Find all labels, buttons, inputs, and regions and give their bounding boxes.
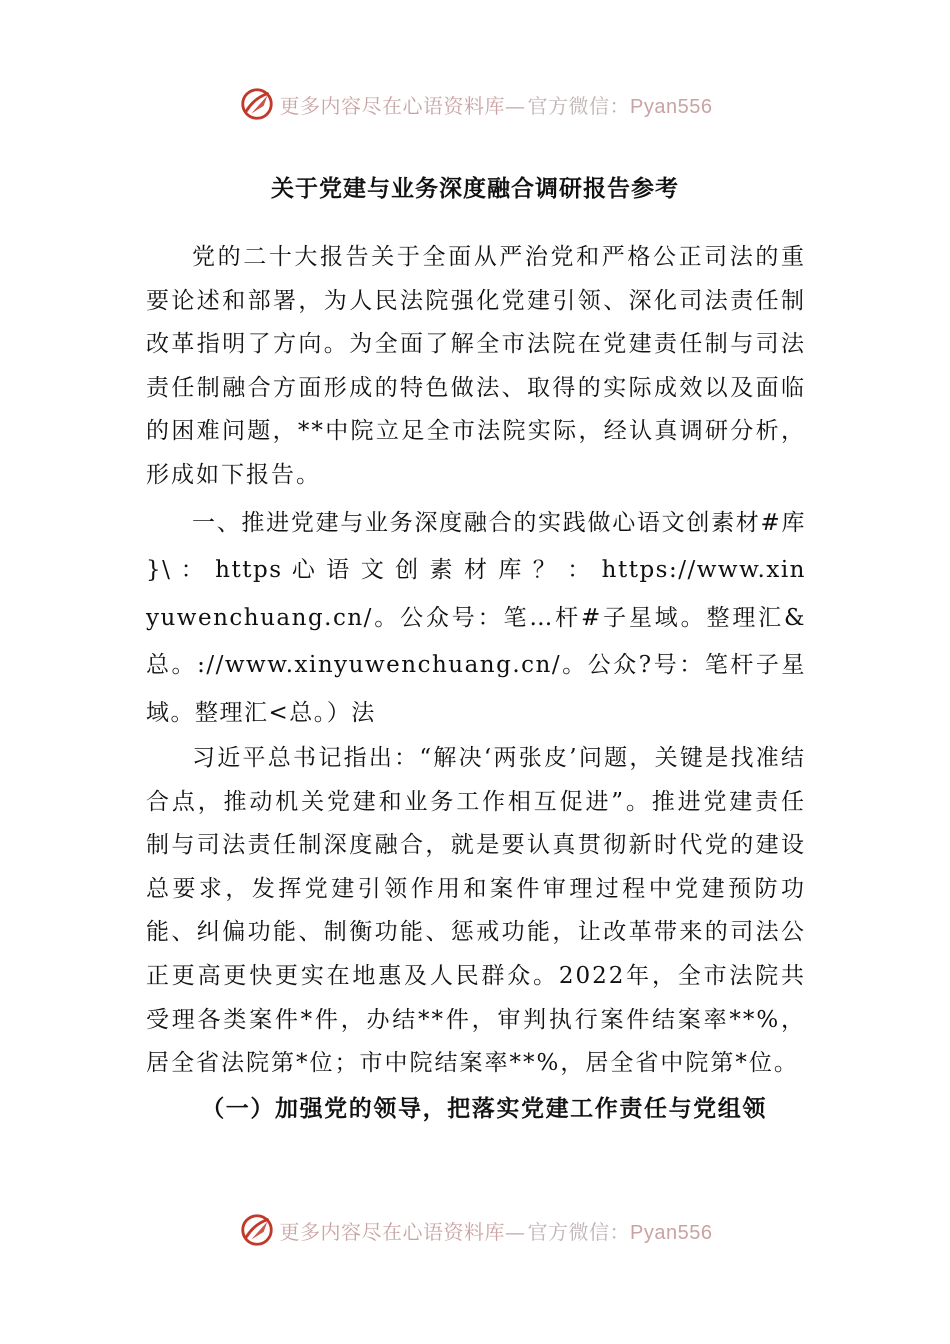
pen-logo-icon <box>238 1211 276 1249</box>
watermark-wechat-label: 官方微信： <box>527 93 631 118</box>
watermark-wechat-label: 官方微信： <box>527 1219 631 1244</box>
watermark-brand: 更多内容尽在心语资料库 <box>279 1219 506 1244</box>
watermark-text <box>280 90 713 119</box>
watermark-wechat-id: Pyan556 <box>630 1221 713 1244</box>
watermark-wechat-id: Pyan556 <box>630 95 713 118</box>
header-watermark-banner <box>0 82 950 126</box>
document-body <box>146 236 806 1131</box>
document-title: 关于党建与业务深度融合调研报告参考 <box>271 176 679 202</box>
paragraph-subheading: （一）加强党的领导，把落实党建工作责任与党组领 <box>201 1095 767 1122</box>
pen-logo-icon <box>238 85 276 123</box>
paragraph-section-heading: 一、推进党建与业务深度融合的实践做心语文创素材#库 }\ ： https 心 语 文 创 素 材 库 ？ ： https://www.xinyuwenchuang.cn/。公众号：笔…杆#子星域。整理汇&总。://www.xinyuwenchuang.cn/。公众?号：笔杆子星域。整理汇<总。）法 <box>146 509 806 726</box>
footer-watermark-banner <box>0 1208 950 1252</box>
watermark-text <box>280 1216 713 1245</box>
watermark-brand: 更多内容尽在心语资料库 <box>279 93 506 118</box>
watermark-separator: — <box>505 93 526 118</box>
paragraph-quote: 习近平总书记指出：“解决‘两张皮’问题，关键是找准结合点，推动机关党建和业务工作相互促进”。推进党建责任制与司法责任制深度融合，就是要认真贯彻新时代党的建设总要求，发挥党建引领作用和案件审理过程中党建预防功能、纠偏功能、制衡功能、惩戒功能，让改革带来的司法公正更高更快更实在地惠及人民群众。2022年，全市法院共受理各类案件*件，办结**件，审判执行案件结案率**%，居全省法院第*位；市中院结案率**%，居全省中院第*位。 <box>146 745 806 1077</box>
watermark-separator: — <box>505 1219 526 1244</box>
paragraph-intro: 党的二十大报告关于全面从严治党和严格公正司法的重要论述和部署，为人民法院强化党建引领、深化司法责任制改革指明了方向。为全面了解全市法院在党建责任制与司法责任制融合方面形成的特色做法、取得的实际成效以及面临的困难问题，**中院立足全市法院实际，经认真调研分析，形成如下报告。 <box>146 244 806 488</box>
